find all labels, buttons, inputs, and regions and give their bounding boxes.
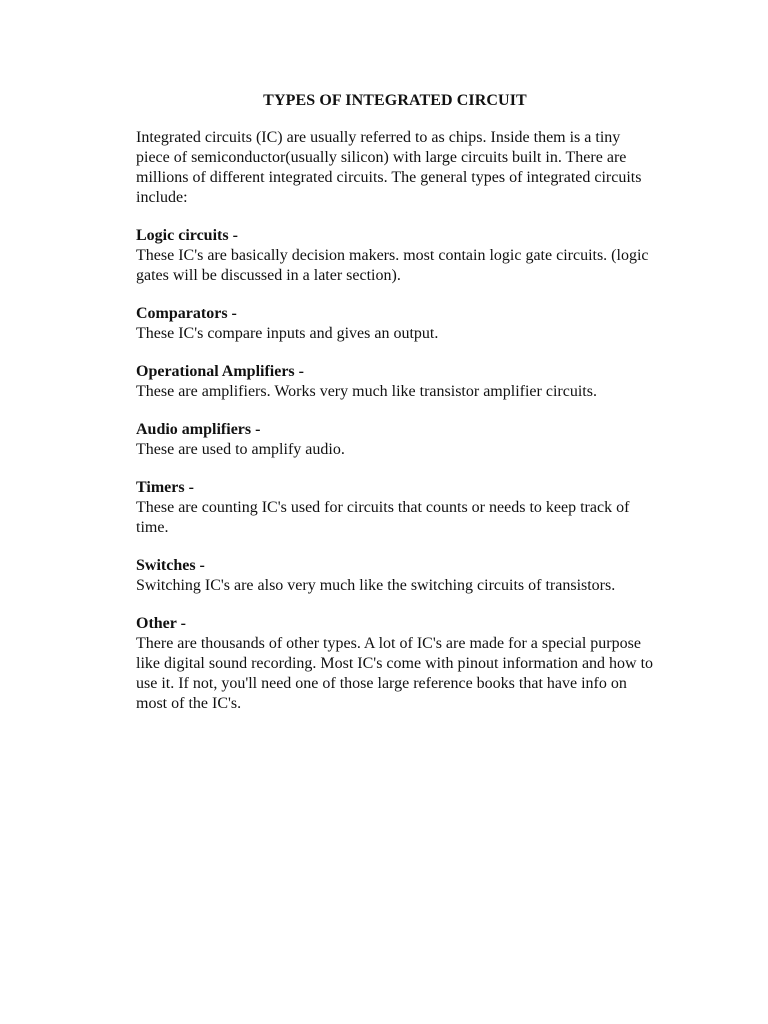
section-text: These are used to amplify audio. — [136, 441, 345, 458]
section-heading: Timers - — [136, 479, 194, 496]
section-switches — [136, 556, 656, 596]
section-text: These are counting IC's used for circuits that counts or needs to keep track of time. — [136, 499, 630, 536]
section-logic-circuits — [136, 226, 656, 286]
section-text: Switching IC's are also very much like the switching circuits of transistors. — [136, 577, 616, 594]
section-text: There are thousands of other types. A lot of IC's are made for a special purpose like digital sound recording. Most IC's come with pinout information and how to use it. If not, you'll need one of those large reference books that have info on most of the IC's. — [136, 635, 654, 712]
section-heading: Switches - — [136, 557, 205, 574]
section-text: These IC's compare inputs and gives an output. — [136, 325, 439, 342]
section-heading: Logic circuits - — [136, 227, 238, 244]
section-text: These are amplifiers. Works very much like transistor amplifier circuits. — [136, 383, 597, 400]
section-other — [136, 614, 656, 714]
section-heading: Comparators - — [136, 305, 237, 322]
section-text: These IC's are basically decision makers. most contain logic gate circuits. (logic gates will be discussed in a later section). — [136, 247, 649, 284]
section-comparators — [136, 304, 656, 344]
section-operational-amplifiers — [136, 362, 656, 402]
section-heading: Other - — [136, 615, 186, 632]
section-timers — [136, 478, 656, 538]
intro-paragraph: Integrated circuits (IC) are usually referred to as chips. Inside them is a tiny piece of semiconductor(usually silicon) with large circuits built in. There are millions of different integrated circuits. The general types of integrated circuits include: — [136, 129, 642, 206]
section-audio-amplifiers — [136, 420, 656, 460]
document-body — [136, 128, 656, 714]
section-heading: Operational Amplifiers - — [136, 363, 304, 380]
section-heading: Audio amplifiers - — [136, 421, 261, 438]
document-title: TYPES OF INTEGRATED CIRCUIT — [263, 92, 527, 109]
